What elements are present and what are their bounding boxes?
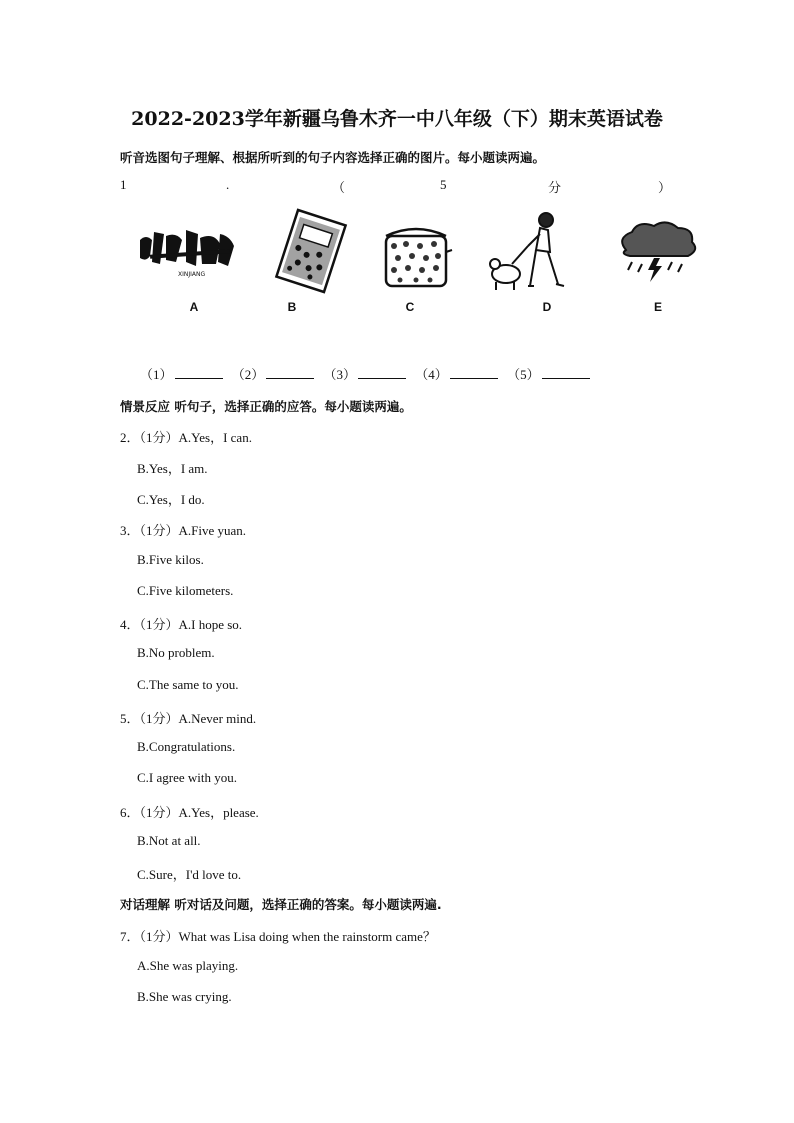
q7-option-b: B.She was crying.	[137, 989, 232, 1004]
q1-points: 5	[440, 177, 447, 192]
q6-option-c: C.Sure，I'd love to.	[137, 867, 242, 882]
image-label-c: C	[405, 300, 415, 314]
q7-question-text: What was Lisa doing when the rainstorm came？	[178, 929, 436, 944]
answer-blank-5[interactable]	[542, 368, 590, 379]
section2-heading: 情景反应 听句子，选择正确的应答。每小题读两遍。	[120, 399, 412, 414]
q5-option-b: B.Congratulations.	[137, 739, 236, 754]
answer-blanks	[140, 364, 596, 383]
person-walking-dog-icon	[488, 208, 578, 296]
q1-points-unit: 分	[548, 180, 562, 195]
q3-option-c: C.Five kilometers.	[137, 583, 234, 598]
question-5: 5．（1分）A.Never mind.	[120, 711, 257, 726]
answer-blank-3[interactable]	[358, 368, 406, 379]
thunderstorm-cloud-icon	[614, 220, 700, 286]
snack-bag-icon	[268, 208, 354, 294]
question-6: 6．（1分）A.Yes，please.	[120, 805, 259, 820]
xinjiang-calligraphy-logo	[136, 222, 240, 284]
q6-option-b: B.Not at all.	[137, 833, 201, 848]
question-4: 4．（1分）A.I hope so.	[120, 617, 243, 632]
q2-option-c: C.Yes，I do.	[137, 492, 205, 507]
q6-option-a: A.Yes，please.	[178, 805, 259, 820]
q4-option-b: B.No problem.	[137, 645, 215, 660]
q4-option-a: A.I hope so.	[178, 617, 243, 632]
section3-heading: 对话理解 听对话及问题，选择正确的答案。每小题读两遍.	[120, 897, 442, 912]
q3-option-a: A.Five yuan.	[178, 523, 247, 538]
blank-label-2: （2）	[231, 367, 265, 382]
image-label-a: A	[189, 300, 199, 314]
q1-open-paren: （	[332, 180, 346, 195]
q5-option-c: C.I agree with you.	[137, 770, 238, 785]
svg-text:XINJIANG: XINJIANG	[178, 271, 206, 278]
blank-label-1: （1）	[140, 367, 173, 382]
blank-label-4: （4）	[415, 367, 448, 382]
question-7: 7．（1分）What was Lisa doing when the rainstorm came？	[120, 929, 436, 944]
question-3: 3．（1分）A.Five yuan.	[120, 523, 247, 538]
image-label-b: B	[287, 300, 297, 314]
q3-option-b: B.Five kilos.	[137, 552, 204, 567]
q2-option-a: A.Yes，I can.	[178, 430, 252, 445]
page-title: 2022-2023学年新疆乌鲁木齐一中八年级（下）期末英语试卷	[131, 108, 663, 130]
blank-label-3: （3）	[323, 367, 357, 382]
answer-blank-4[interactable]	[450, 368, 498, 379]
answer-blank-2[interactable]	[266, 368, 314, 379]
question-2: 2．（1分）A.Yes，I can.	[120, 430, 252, 445]
q1-close-paren: ）	[658, 180, 672, 195]
q5-option-a: A.Never mind.	[178, 711, 257, 726]
image-label-e: E	[653, 300, 662, 314]
basket-icon	[380, 222, 454, 292]
image-label-d: D	[542, 300, 552, 314]
q1-number: 1	[120, 177, 127, 192]
blank-label-5: （5）	[507, 367, 540, 382]
answer-blank-1[interactable]	[175, 368, 223, 379]
q4-option-c: C.The same to you.	[137, 677, 239, 692]
q1-dot: .	[226, 177, 230, 192]
q2-option-b: B.Yes，I am.	[137, 461, 208, 476]
section1-heading: 听音选图句子理解、根据所听到的句子内容选择正确的图片。每小题读两遍。	[120, 150, 546, 165]
q7-option-a: A.She was playing.	[137, 958, 239, 973]
